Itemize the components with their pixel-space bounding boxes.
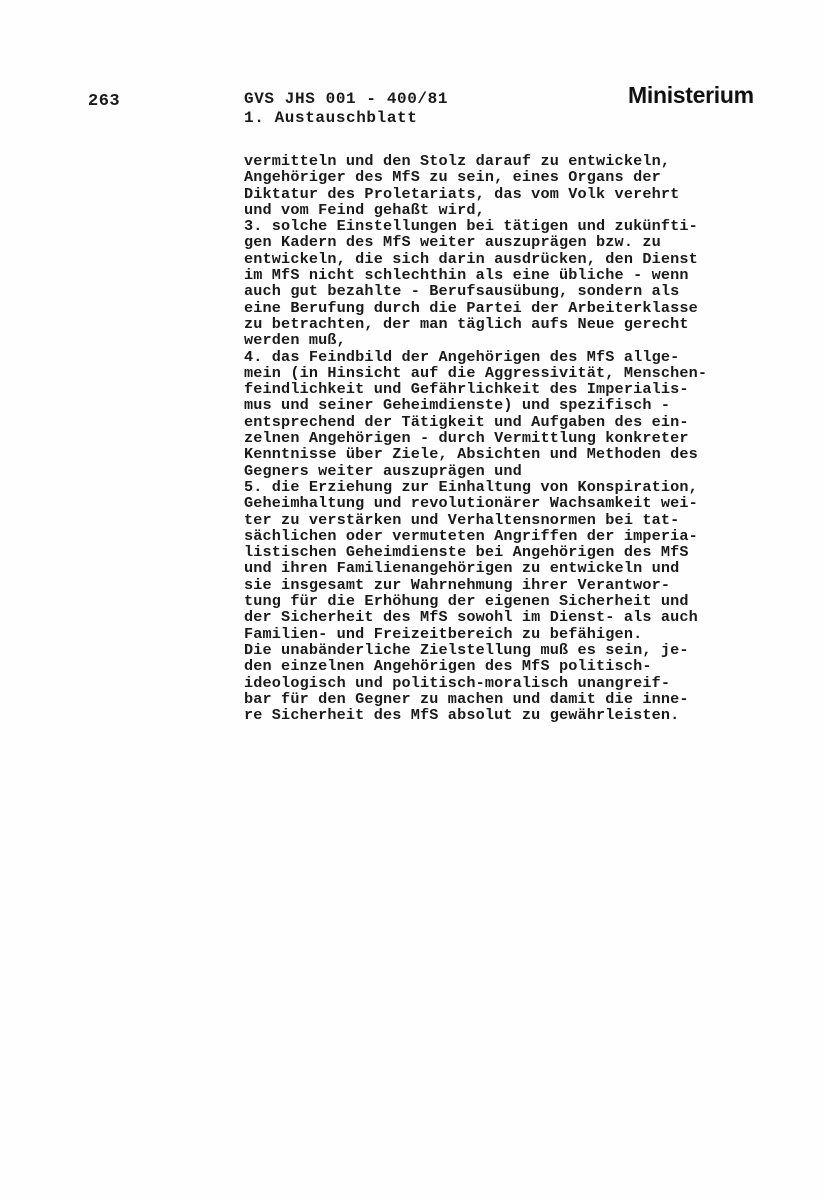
text-line: tung für die Erhöhung der eigenen Sicherheit und [244,592,689,611]
text-line: sie insgesamt zur Wahrnehmung ihrer Verantwor- [244,575,671,594]
text-line: und ihren Familienangehörigen zu entwickeln und [244,559,680,578]
body-text [244,153,744,723]
ministerium-stamp: Ministerium [628,82,754,108]
text-line: vermitteln und den Stolz darauf zu entwickeln, [244,152,671,170]
text-line: der Sicherheit des MfS sowohl im Dienst- als auch [244,608,698,627]
text-line: re Sicherheit des MfS absolut zu gewährleisten. [244,706,680,725]
text-line: ideologisch und politisch-moralisch unangreif- [244,673,671,692]
text-line: zelnen Angehörigen - durch Vermittlung konkreter [244,429,689,448]
text-line: Gegners weiter auszuprägen und [244,461,522,480]
text-line: Kenntnisse über Ziele, Absichten und Methoden des [244,445,698,464]
text-line: mein (in Hinsicht auf die Aggressivität, Menschen- [244,363,708,382]
text-line: sächlichen oder vermuteten Angriffen der imperia- [244,526,698,545]
text-line: und vom Feind gehaßt wird, [244,200,485,219]
text-line: Angehöriger des MfS zu sein, eines Organs der [244,168,661,187]
document-header [244,90,448,128]
text-line: Geheimhaltung und revolutionärer Wachsamkeit wei- [244,494,698,513]
text-line: Diktatur des Proletariats, das vom Volk verehrt [244,184,680,203]
text-line: den einzelnen Angehörigen des MfS politisch- [244,657,652,676]
text-line: im MfS nicht schlechthin als eine übliche - wenn [244,266,689,285]
page-number: 263 [88,92,121,111]
text-line: eine Berufung durch die Partei der Arbeiterklasse [244,298,698,317]
text-line: listischen Geheimdienste bei Angehörigen des MfS [244,543,689,562]
text-line: 5. die Erziehung zur Einhaltung von Konspiration, [244,477,698,496]
document-subtitle: 1. Austauschblatt [244,109,418,127]
text-line: 3. solche Einstellungen bei tätigen und zukünfti- [244,217,698,236]
text-line: Die unabänderliche Zielstellung muß es sein, je- [244,640,689,659]
text-line: feindlichkeit und Gefährlichkeit des Imperialis- [244,380,689,399]
text-line: werden muß, [244,331,346,350]
text-line: 4. das Feindbild der Angehörigen des MfS allge- [244,347,680,366]
text-line: gen Kadern des MfS weiter auszuprägen bzw. zu [244,233,661,252]
text-line: bar für den Gegner zu machen und damit die inne- [244,689,689,708]
text-line: entwickeln, die sich darin ausdrücken, den Dienst [244,249,698,268]
document-reference: GVS JHS 001 - 400/81 [244,90,449,108]
text-line: mus und seiner Geheimdienste) und spezifisch - [244,396,671,415]
text-line: zu betrachten, der man täglich aufs Neue gerecht [244,314,689,333]
text-line: Familien- und Freizeitbereich zu befähigen. [244,624,643,643]
text-line: entsprechend der Tätigkeit und Aufgaben des ein- [244,412,689,431]
text-line: auch gut bezahlte - Berufsausübung, sondern als [244,282,680,301]
text-line: ter zu verstärken und Verhaltensnormen bei tat- [244,510,680,529]
